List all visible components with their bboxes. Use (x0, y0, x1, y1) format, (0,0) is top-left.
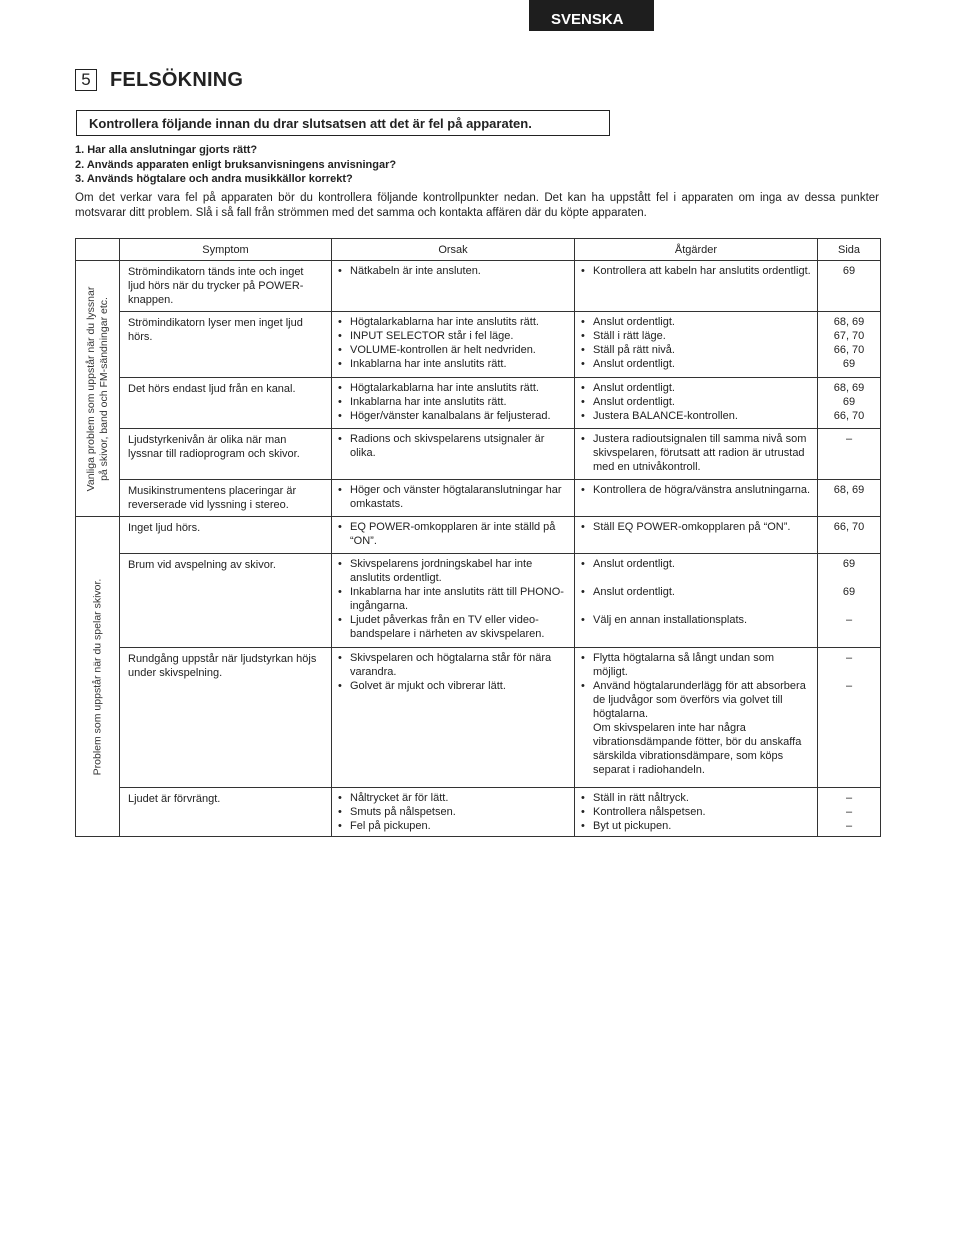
checklist-item: 2. Används apparaten enligt bruksanvisningens anvisningar? (75, 158, 397, 171)
bullet-dot: • (338, 382, 342, 394)
bullet-dot: • (338, 484, 342, 496)
bullet-item (581, 432, 811, 474)
bullet-item (338, 329, 568, 343)
bullet-item (338, 819, 568, 833)
bullet-dot: • (581, 344, 585, 356)
bullet-dot: • (581, 410, 585, 422)
bullet-item (581, 791, 811, 805)
bullet-item (581, 357, 811, 371)
bullet-text: Justera BALANCE-kontrollen. (593, 410, 738, 422)
header-symptom: Symptom (120, 239, 332, 261)
table-row (76, 312, 881, 378)
bullet-dot: • (581, 680, 585, 692)
bullet-dot: • (581, 316, 585, 328)
page-cell (818, 312, 881, 378)
cause-cell (332, 312, 575, 378)
bullet-text: Anslut ordentligt. (593, 358, 675, 370)
section-heading (75, 67, 243, 93)
table-row (76, 378, 881, 429)
bullet-item (338, 679, 568, 693)
table-row (76, 788, 881, 837)
header-cause: Orsak (332, 239, 575, 261)
bullet-dot: • (338, 521, 342, 533)
cause-cell (332, 517, 575, 554)
remedy-cell (575, 788, 818, 837)
table-row (76, 554, 881, 648)
bullet-dot: • (338, 792, 342, 804)
bullet-text: Välj en annan installationsplats. (593, 614, 748, 626)
symptom-cell: Rundgång uppstår när ljudstyrkan höjs under skivspelning. (120, 648, 332, 788)
bullet-dot: • (338, 614, 342, 626)
bullet-item (581, 679, 811, 721)
bullet-text: Kontrollera att kabeln har anslutits ordentligt. (593, 265, 811, 277)
bullet-text: Anslut ordentligt. (593, 316, 675, 328)
remedy-note: Om skivspelaren inte har några vibrationsdämpande fötter, bör du anskaffa särskilda vibrationsdämpare, som köps separat i radiohandeln. (593, 722, 802, 776)
table-body (76, 261, 881, 837)
bullet-text: VOLUME-kontrollen är helt nedvriden. (350, 344, 536, 356)
group-label-cell (76, 517, 120, 837)
bullet-text: Inkablarna har inte anslutits rätt. (350, 396, 507, 408)
bullet-text: Skivspelarens jordningskabel har inte anslutits ordentligt. (350, 558, 533, 584)
bullet-item (338, 409, 568, 423)
page-ref: 66, 70 (833, 410, 865, 422)
page-cell (818, 480, 881, 517)
bullet-text: Anslut ordentligt. (593, 396, 675, 408)
bullet-text: Ställ på rätt nivå. (593, 344, 675, 356)
bullet-dot: • (338, 358, 342, 370)
page-ref: 68, 69 (833, 382, 865, 394)
notice-box: Kontrollera följande innan du drar slutsatsen att det är fel på apparaten. (76, 110, 610, 136)
page-ref: – (845, 433, 853, 445)
bullet-dot: • (338, 410, 342, 422)
page-ref: – (845, 792, 853, 804)
bullet-dot: • (581, 521, 585, 533)
bullet-item (581, 395, 811, 409)
bullet-dot: • (338, 652, 342, 664)
table-header-row (76, 239, 881, 261)
bullet-text: Nätkabeln är inte ansluten. (350, 265, 481, 277)
bullet-dot: • (338, 680, 342, 692)
page-cell (818, 378, 881, 429)
group-label (85, 286, 111, 491)
bullet-text: INPUT SELECTOR står i fel läge. (350, 330, 514, 342)
bullet-item (581, 557, 811, 571)
bullet-item (338, 613, 568, 641)
table-row (76, 429, 881, 480)
checklist-item: 1. Har alla anslutningar gjorts rätt? (75, 144, 258, 156)
bullet-text: Ställ EQ POWER-omkopplaren på “ON”. (593, 521, 791, 533)
bullet-dot: • (338, 344, 342, 356)
bullet-text: Kontrollera nålspetsen. (593, 806, 706, 818)
bullet-item (338, 520, 568, 548)
cause-cell (332, 261, 575, 312)
bullet-text: EQ POWER-omkopplaren är inte ställd på “ON”. (350, 521, 556, 547)
page-cell (818, 261, 881, 312)
remedy-cell (575, 312, 818, 378)
bullet-text: Inkablarna har inte anslutits rätt. (350, 358, 507, 370)
bullet-dot: • (581, 792, 585, 804)
bullet-item (581, 483, 811, 497)
bullet-text: Ljudet påverkas från en TV eller video-bandspelare i närheten av skivspelaren. (350, 614, 545, 640)
table-row (76, 480, 881, 517)
bullet-item (581, 819, 811, 833)
bullet-dot: • (581, 820, 585, 832)
header-remedy: Åtgärder (575, 239, 818, 261)
bullet-item (581, 381, 811, 395)
bullet-item (338, 651, 568, 679)
bullet-dot: • (581, 396, 585, 408)
bullet-dot: • (338, 433, 342, 445)
bullet-text: Anslut ordentligt. (593, 382, 675, 394)
symptom-cell: Strömindikatorn lyser men inget ljud hörs. (120, 312, 332, 378)
cause-cell (332, 648, 575, 788)
checklist-item: 3. Används högtalare och andra musikkällor korrekt? (75, 173, 353, 185)
symptom-cell: Ljudstyrkenivån är olika när man lyssnar till radioprogram och skivor. (120, 429, 332, 480)
bullet-item (338, 791, 568, 805)
group-label-line: Vanliga problem som uppstår när du lyssnar (84, 286, 97, 491)
cause-cell (332, 788, 575, 837)
page-ref: – (845, 806, 853, 818)
bullet-item (581, 805, 811, 819)
bullet-item (338, 357, 568, 371)
group-label-line: Problem som uppstår när du spelar skivor. (91, 578, 103, 775)
symptom-cell: Musikinstrumentens placeringar är reverserade vid lyssning i stereo. (120, 480, 332, 517)
page-ref: – (845, 820, 853, 832)
bullet-dot: • (581, 358, 585, 370)
bullet-text: Smuts på nålspetsen. (350, 806, 456, 818)
page-ref: 69 (842, 396, 856, 408)
bullet-dot: • (581, 558, 585, 570)
bullet-dot: • (338, 558, 342, 570)
symptom-cell: Inget ljud hörs. (120, 517, 332, 554)
bullet-dot: • (581, 265, 585, 277)
symptom-cell: Ljudet är förvrängt. (120, 788, 332, 837)
bullet-item (581, 585, 811, 599)
table-row (76, 261, 881, 312)
bullet-dot: • (581, 586, 585, 598)
bullet-dot: • (338, 396, 342, 408)
bullet-item (338, 483, 568, 511)
remedy-cell (575, 517, 818, 554)
bullet-text: Inkablarna har inte anslutits rätt till PHONO-ingångarna. (350, 586, 564, 612)
bullet-text: Höger och vänster högtalaranslutningar har omkastats. (350, 484, 562, 510)
bullet-item (581, 343, 811, 357)
bullet-dot: • (581, 382, 585, 394)
bullet-item (581, 651, 811, 679)
page-cell (818, 517, 881, 554)
page-cell (818, 648, 881, 788)
section-title: FELSÖKNING (110, 68, 244, 91)
header-page: Sida (818, 239, 881, 261)
bullet-dot: • (581, 614, 585, 626)
bullet-item (581, 315, 811, 329)
bullet-item (338, 381, 568, 395)
bullet-item (338, 315, 568, 329)
bullet-item (581, 520, 811, 534)
page-cell (818, 429, 881, 480)
bullet-text: Kontrollera de högra/vänstra anslutningarna. (593, 484, 811, 496)
bullet-text: Byt ut pickupen. (593, 820, 672, 832)
section-number: 5 (75, 69, 97, 91)
bullet-dot: • (338, 806, 342, 818)
bullet-text: Anslut ordentligt. (593, 586, 675, 598)
bullet-text: Golvet är mjukt och vibrerar lätt. (350, 680, 506, 692)
page-ref: 69 (842, 586, 856, 598)
bullet-item (338, 432, 568, 460)
page-ref: 69 (842, 358, 856, 370)
bullet-dot: • (581, 484, 585, 496)
bullet-dot: • (338, 586, 342, 598)
cause-cell (332, 554, 575, 648)
bullet-text: Radions och skivspelarens utsignaler är olika. (350, 433, 545, 459)
page-ref: 68, 69 (833, 316, 865, 328)
remedy-cell (575, 480, 818, 517)
remedy-cell (575, 554, 818, 648)
cause-cell (332, 480, 575, 517)
bullet-item (338, 805, 568, 819)
page-ref: – (845, 652, 853, 664)
page-cell (818, 554, 881, 648)
bullet-dot: • (338, 330, 342, 342)
bullet-item (581, 329, 811, 343)
bullet-item (338, 343, 568, 357)
symptom-cell: Det hörs endast ljud från en kanal. (120, 378, 332, 429)
bullet-text: Högtalarkablarna har inte anslutits rätt. (350, 382, 539, 394)
header-group-cell (76, 239, 120, 261)
remedy-cell (575, 429, 818, 480)
bullet-text: Ställ i rätt läge. (593, 330, 666, 342)
checklist (75, 143, 396, 187)
bullet-item (338, 264, 568, 278)
page-ref: 66, 70 (833, 344, 865, 356)
group-label (91, 578, 104, 775)
page-ref: 66, 70 (833, 521, 865, 533)
bullet-text: Använd högtalarunderlägg för att absorbera de ljudvågor som överförs via golvet till högtalarna. (593, 680, 806, 720)
cause-cell (332, 378, 575, 429)
language-tab: SVENSKA (529, 0, 654, 31)
bullet-item (338, 395, 568, 409)
bullet-text: Skivspelaren och högtalarna står för nära varandra. (350, 652, 552, 678)
bullet-dot: • (338, 265, 342, 277)
remedy-cell (575, 648, 818, 788)
page-ref: – (845, 680, 853, 692)
bullet-item (581, 409, 811, 423)
bullet-dot: • (581, 806, 585, 818)
page-ref: 67, 70 (833, 330, 865, 342)
symptom-cell: Brum vid avspelning av skivor. (120, 554, 332, 648)
bullet-dot: • (581, 433, 585, 445)
symptom-cell: Strömindikatorn tänds inte och inget ljud hörs när du trycker på POWER-knappen. (120, 261, 332, 312)
remedy-cell (575, 261, 818, 312)
page-ref: 69 (842, 558, 856, 570)
bullet-text: Flytta högtalarna så långt undan som möjligt. (593, 652, 775, 678)
remedy-cell (575, 378, 818, 429)
bullet-item (581, 264, 811, 278)
group-label-line: på skivor, band och FM-sändningar etc. (97, 296, 110, 481)
group-label-cell (76, 261, 120, 517)
troubleshooting-table (75, 238, 881, 837)
bullet-item (581, 613, 811, 627)
bullet-dot: • (581, 330, 585, 342)
bullet-dot: • (581, 652, 585, 664)
table-row (76, 517, 881, 554)
bullet-dot: • (338, 820, 342, 832)
page-ref: – (845, 614, 853, 626)
bullet-dot: • (338, 316, 342, 328)
bullet-text: Justera radioutsignalen till samma nivå som skivspelaren, förutsatt att radion är utrustad med en utnivåkontroll. (593, 433, 807, 473)
bullet-text: Anslut ordentligt. (593, 558, 675, 570)
table-row (76, 648, 881, 788)
bullet-text: Fel på pickupen. (350, 820, 431, 832)
bullet-text: Höger/vänster kanalbalans är feljusterad. (350, 410, 551, 422)
page-cell (818, 788, 881, 837)
bullet-text: Nåltrycket är för lätt. (350, 792, 449, 804)
bullet-text: Högtalarkablarna har inte anslutits rätt. (350, 316, 539, 328)
bullet-item (338, 585, 568, 613)
bullet-item (338, 557, 568, 585)
intro-paragraph: Om det verkar vara fel på apparaten bör du kontrollera följande kontrollpunkter nedan. Det kan ha uppstått fel i apparaten om inga av dessa punkter motsvarar ditt problem. Slå i så fall från strömmen med det samma och kontakta affären där du köpte apparaten. (75, 192, 879, 219)
page-ref: 68, 69 (833, 484, 865, 496)
cause-cell (332, 429, 575, 480)
page-ref: 69 (842, 265, 856, 277)
bullet-text: Ställ in rätt nåltryck. (593, 792, 689, 804)
